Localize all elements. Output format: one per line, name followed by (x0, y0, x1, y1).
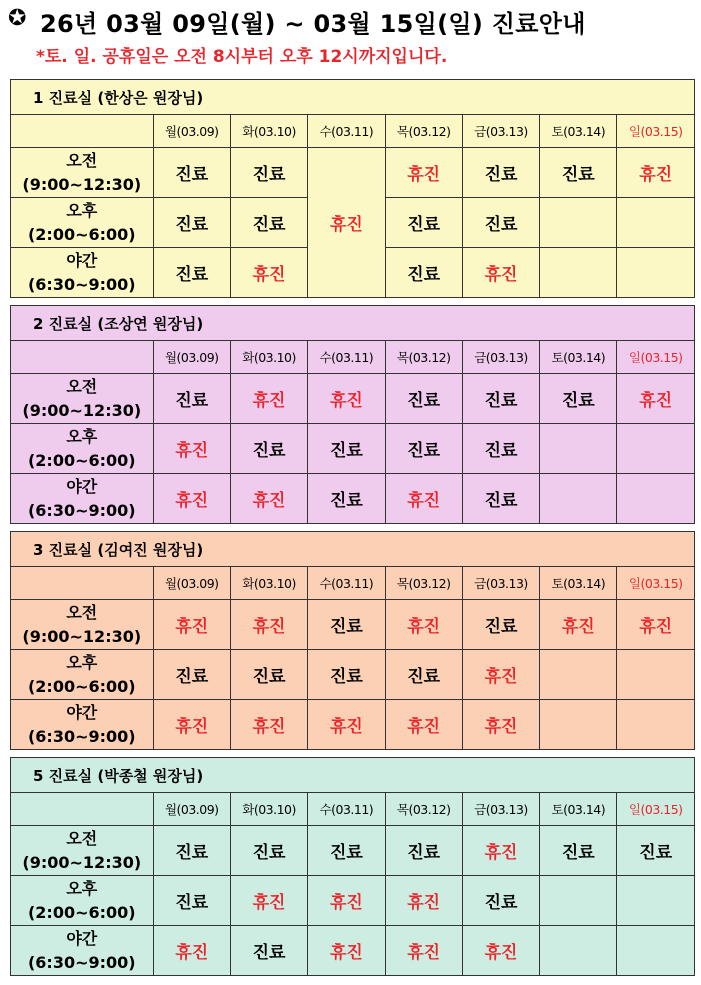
slot-name: 오후 (66, 200, 98, 220)
slot-time: (2:00~6:00) (27, 676, 136, 696)
slot-name: 오전 (66, 150, 98, 170)
status-cell: 진료 (617, 826, 695, 876)
status-cell: 진료 (308, 424, 385, 474)
slot-time: (6:30~9:00) (27, 726, 136, 746)
time-slot-label (11, 374, 154, 424)
slot-time: (2:00~6:00) (27, 450, 136, 470)
status-cell: 휴진 (308, 374, 385, 424)
day-header: 토(03.14) (540, 115, 617, 148)
day-header: 일(03.15) (617, 341, 695, 374)
slot-name: 오후 (66, 878, 98, 898)
status-cell: 진료 (230, 926, 307, 976)
status-cell: 진료 (308, 474, 385, 524)
status-cell: 진료 (462, 148, 539, 198)
status-cell: 휴진 (385, 148, 462, 198)
status-cell: 휴진 (153, 474, 230, 524)
status-cell: 진료 (153, 198, 230, 248)
day-header: 목(03.12) (385, 793, 462, 826)
page-header (8, 4, 698, 38)
status-cell: 진료 (385, 650, 462, 700)
day-header: 토(03.14) (540, 341, 617, 374)
status-cell: 진료 (230, 198, 307, 248)
day-header: 화(03.10) (230, 341, 307, 374)
status-cell: 휴진 (617, 148, 695, 198)
slot-name: 야간 (66, 250, 98, 270)
room-title: 5 진료실 (박종철 원장님) (11, 758, 695, 793)
header-blank-cell (11, 115, 154, 148)
status-cell: 진료 (153, 248, 230, 298)
status-cell: 휴진 (230, 474, 307, 524)
status-cell: 진료 (462, 374, 539, 424)
status-cell: 진료 (540, 374, 617, 424)
time-slot-label (11, 650, 154, 700)
status-cell: 진료 (230, 424, 307, 474)
day-header: 금(03.13) (462, 341, 539, 374)
status-cell: 휴진 (385, 876, 462, 926)
status-cell: 휴진 (462, 700, 539, 750)
day-header: 월(03.09) (153, 341, 230, 374)
status-cell (540, 198, 617, 248)
status-cell: 진료 (153, 650, 230, 700)
day-header: 토(03.14) (540, 567, 617, 600)
day-header: 금(03.13) (462, 567, 539, 600)
day-header: 화(03.10) (230, 793, 307, 826)
status-cell: 진료 (230, 148, 307, 198)
header-blank-cell (11, 567, 154, 600)
status-cell: 진료 (308, 600, 385, 650)
slot-time: (9:00~12:30) (22, 626, 142, 646)
status-cell: 휴진 (308, 148, 385, 298)
page-title: 26년 03월 09일(월) ~ 03월 15일(일) 진료안내 (40, 10, 586, 38)
day-header: 금(03.13) (462, 115, 539, 148)
time-slot-label (11, 474, 154, 524)
day-header: 일(03.15) (617, 115, 695, 148)
status-cell: 진료 (153, 148, 230, 198)
slot-name: 야간 (66, 476, 98, 496)
room-schedule-table (10, 531, 695, 750)
header-blank-cell (11, 341, 154, 374)
day-header: 수(03.11) (308, 115, 385, 148)
day-header: 목(03.12) (385, 567, 462, 600)
status-cell (540, 424, 617, 474)
status-cell: 진료 (385, 424, 462, 474)
status-cell: 휴진 (230, 700, 307, 750)
time-slot-label (11, 248, 154, 298)
status-cell: 휴진 (385, 474, 462, 524)
status-cell (540, 474, 617, 524)
day-header: 수(03.11) (308, 567, 385, 600)
status-cell: 진료 (540, 826, 617, 876)
room-title: 3 진료실 (김여진 원장님) (11, 532, 695, 567)
status-cell: 휴진 (462, 248, 539, 298)
status-cell (540, 926, 617, 976)
status-cell: 진료 (385, 198, 462, 248)
status-cell: 진료 (308, 650, 385, 700)
slot-name: 오후 (66, 652, 98, 672)
status-cell: 진료 (462, 876, 539, 926)
status-cell: 휴진 (153, 600, 230, 650)
slot-time: (6:30~9:00) (27, 952, 136, 972)
status-cell: 휴진 (462, 650, 539, 700)
weekend-notice: *토. 일. 공휴일은 오전 8시부터 오후 12시까지입니다. (36, 47, 448, 67)
status-cell: 휴진 (153, 926, 230, 976)
time-slot-label (11, 826, 154, 876)
slot-time: (9:00~12:30) (22, 400, 142, 420)
slot-time: (9:00~12:30) (22, 852, 142, 872)
day-header: 일(03.15) (617, 793, 695, 826)
status-cell: 휴진 (308, 876, 385, 926)
room-schedule-table (10, 305, 695, 524)
slot-name: 오전 (66, 602, 98, 622)
slot-name: 야간 (66, 928, 98, 948)
slot-time: (2:00~6:00) (27, 224, 136, 244)
status-cell (540, 876, 617, 926)
star-icon: ✪ (8, 6, 27, 31)
status-cell (617, 650, 695, 700)
status-cell (617, 474, 695, 524)
status-cell (617, 198, 695, 248)
status-cell: 진료 (308, 826, 385, 876)
status-cell: 진료 (462, 424, 539, 474)
time-slot-label (11, 198, 154, 248)
status-cell: 휴진 (153, 424, 230, 474)
slot-time: (6:30~9:00) (27, 274, 136, 294)
status-cell: 휴진 (385, 600, 462, 650)
day-header: 일(03.15) (617, 567, 695, 600)
day-header: 금(03.13) (462, 793, 539, 826)
status-cell: 휴진 (385, 926, 462, 976)
status-cell (540, 650, 617, 700)
day-header: 월(03.09) (153, 793, 230, 826)
status-cell: 휴진 (462, 926, 539, 976)
time-slot-label (11, 926, 154, 976)
slot-name: 오전 (66, 376, 98, 396)
status-cell: 진료 (540, 148, 617, 198)
day-header: 월(03.09) (153, 567, 230, 600)
status-cell (617, 424, 695, 474)
day-header: 토(03.14) (540, 793, 617, 826)
status-cell: 휴진 (385, 700, 462, 750)
status-cell: 휴진 (540, 600, 617, 650)
room-title: 2 진료실 (조상연 원장님) (11, 306, 695, 341)
status-cell: 진료 (462, 198, 539, 248)
status-cell: 휴진 (230, 374, 307, 424)
slot-name: 야간 (66, 702, 98, 722)
status-cell: 진료 (462, 474, 539, 524)
time-slot-label (11, 148, 154, 198)
slot-name: 오전 (66, 828, 98, 848)
status-cell: 휴진 (308, 700, 385, 750)
status-cell (617, 700, 695, 750)
status-cell: 진료 (153, 826, 230, 876)
status-cell (617, 876, 695, 926)
status-cell: 진료 (385, 248, 462, 298)
room-schedule-table (10, 757, 695, 976)
time-slot-label (11, 700, 154, 750)
day-header: 목(03.12) (385, 341, 462, 374)
status-cell: 진료 (385, 374, 462, 424)
status-cell (617, 248, 695, 298)
time-slot-label (11, 600, 154, 650)
status-cell: 진료 (153, 876, 230, 926)
room-title: 1 진료실 (한상은 원장님) (11, 80, 695, 115)
status-cell (540, 248, 617, 298)
status-cell (617, 926, 695, 976)
day-header: 수(03.11) (308, 793, 385, 826)
day-header: 화(03.10) (230, 115, 307, 148)
status-cell: 휴진 (617, 374, 695, 424)
room-schedule-table (10, 79, 695, 298)
status-cell: 휴진 (308, 926, 385, 976)
slot-time: (2:00~6:00) (27, 902, 136, 922)
status-cell: 휴진 (462, 826, 539, 876)
status-cell: 진료 (385, 826, 462, 876)
status-cell: 휴진 (230, 876, 307, 926)
header-blank-cell (11, 793, 154, 826)
status-cell: 진료 (153, 374, 230, 424)
slot-time: (9:00~12:30) (22, 174, 142, 194)
time-slot-label (11, 876, 154, 926)
day-header: 수(03.11) (308, 341, 385, 374)
time-slot-label (11, 424, 154, 474)
status-cell: 휴진 (153, 700, 230, 750)
status-cell: 진료 (230, 826, 307, 876)
day-header: 월(03.09) (153, 115, 230, 148)
slot-time: (6:30~9:00) (27, 500, 136, 520)
day-header: 목(03.12) (385, 115, 462, 148)
status-cell: 휴진 (230, 600, 307, 650)
status-cell: 진료 (230, 650, 307, 700)
status-cell: 휴진 (230, 248, 307, 298)
status-cell: 진료 (462, 600, 539, 650)
day-header: 화(03.10) (230, 567, 307, 600)
status-cell (540, 700, 617, 750)
slot-name: 오후 (66, 426, 98, 446)
status-cell: 휴진 (617, 600, 695, 650)
